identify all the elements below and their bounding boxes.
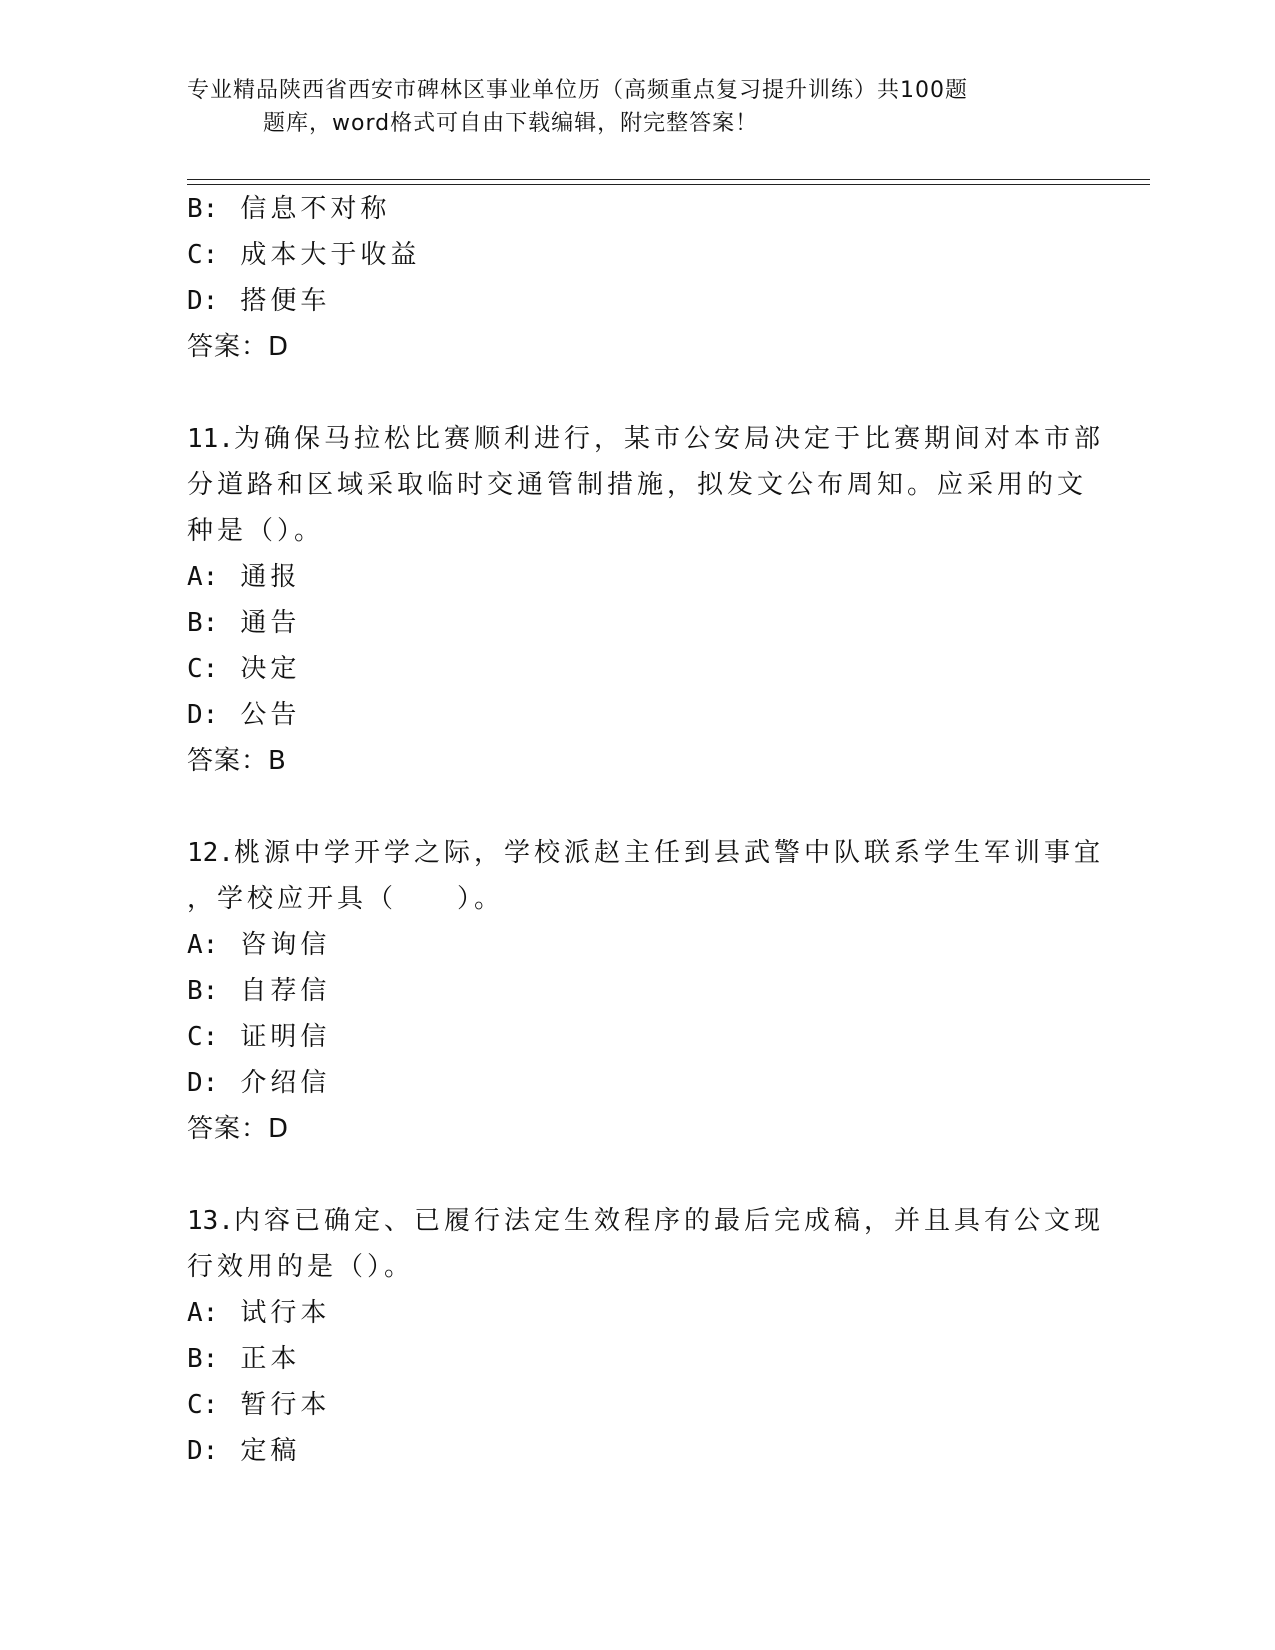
question-stem-line: 种是（）。 — [187, 516, 325, 546]
option-text: 信息不对称 — [240, 194, 391, 224]
header-rule-top — [187, 179, 1150, 180]
option-letter: D: — [187, 1068, 219, 1098]
question-stem-line — [187, 830, 1104, 876]
question-text: 内容已确定、已履行法定生效程序的最后完成稿，并且具有公文现 — [233, 1206, 1104, 1236]
header-title-line-2: 题库，word格式可自由下载编辑，附完整答案！ — [263, 111, 759, 136]
option-letter: C: — [187, 240, 219, 270]
question-stem-line: ，学校应开具（ ）。 — [187, 884, 505, 914]
option-text: 成本大于收益 — [240, 240, 421, 270]
option-c — [187, 232, 1087, 278]
option-d — [187, 1428, 1087, 1474]
option-text: 决定 — [240, 654, 301, 684]
question-number: 13. — [187, 1206, 234, 1236]
question-stem-line — [187, 416, 1104, 462]
option-letter: C: — [187, 1390, 219, 1420]
document-header — [187, 74, 1067, 140]
option-letter: C: — [187, 1022, 219, 1052]
option-text: 暂行本 — [240, 1390, 331, 1420]
answer: 答案：D — [187, 1114, 290, 1144]
option-text: 通告 — [240, 608, 301, 638]
option-letter: B: — [187, 1344, 219, 1374]
option-text: 试行本 — [240, 1298, 331, 1328]
question-number: 11. — [187, 424, 234, 454]
option-letter: A: — [187, 930, 219, 960]
option-text: 证明信 — [240, 1022, 331, 1052]
answer: 答案：B — [187, 746, 287, 776]
option-b — [187, 600, 1087, 646]
option-c — [187, 646, 1087, 692]
header-rule-bottom — [187, 184, 1150, 185]
option-text: 咨询信 — [240, 930, 331, 960]
option-text: 通报 — [240, 562, 301, 592]
question-stem-line: 分道路和区域采取临时交通管制措施，拟发文公布周知。应采用的文 — [187, 470, 1088, 500]
option-text: 公告 — [240, 700, 301, 730]
option-b — [187, 968, 1087, 1014]
question-13 — [187, 1198, 1104, 1474]
option-a — [187, 554, 1087, 600]
option-letter: D: — [187, 700, 219, 730]
option-letter: C: — [187, 654, 219, 684]
option-d — [187, 692, 1087, 738]
question-12 — [187, 830, 1104, 1152]
option-c — [187, 1382, 1087, 1428]
option-letter: B: — [187, 608, 219, 638]
question-text: 桃源中学开学之际，学校派赵主任到县武警中队联系学生军训事宜 — [233, 838, 1104, 868]
option-b — [187, 186, 1087, 232]
prev-question — [187, 186, 1087, 370]
document-body — [187, 186, 1104, 1474]
header-title-line-1: 专业精品陕西省西安市碑林区事业单位历（高频重点复习提升训练）共100题 — [187, 78, 968, 103]
option-text: 正本 — [240, 1344, 301, 1374]
option-letter: A: — [187, 562, 219, 592]
option-b — [187, 1336, 1087, 1382]
option-text: 搭便车 — [240, 286, 331, 316]
option-text: 自荐信 — [240, 976, 331, 1006]
option-text: 介绍信 — [240, 1068, 331, 1098]
option-letter: A: — [187, 1298, 219, 1328]
question-stem-line: 行效用的是（）。 — [187, 1252, 415, 1282]
question-text: 为确保马拉松比赛顺利进行，某市公安局决定于比赛期间对本市部 — [233, 424, 1104, 454]
option-d — [187, 278, 1087, 324]
option-text: 定稿 — [240, 1436, 301, 1466]
question-11 — [187, 416, 1104, 784]
question-stem-line — [187, 1198, 1104, 1244]
option-a — [187, 922, 1087, 968]
question-number: 12. — [187, 838, 234, 868]
option-letter: B: — [187, 194, 219, 224]
answer: 答案：D — [187, 332, 290, 362]
option-a — [187, 1290, 1087, 1336]
option-letter: D: — [187, 1436, 219, 1466]
option-letter: D: — [187, 286, 219, 316]
option-c — [187, 1014, 1087, 1060]
option-letter: B: — [187, 976, 219, 1006]
option-d — [187, 1060, 1087, 1106]
